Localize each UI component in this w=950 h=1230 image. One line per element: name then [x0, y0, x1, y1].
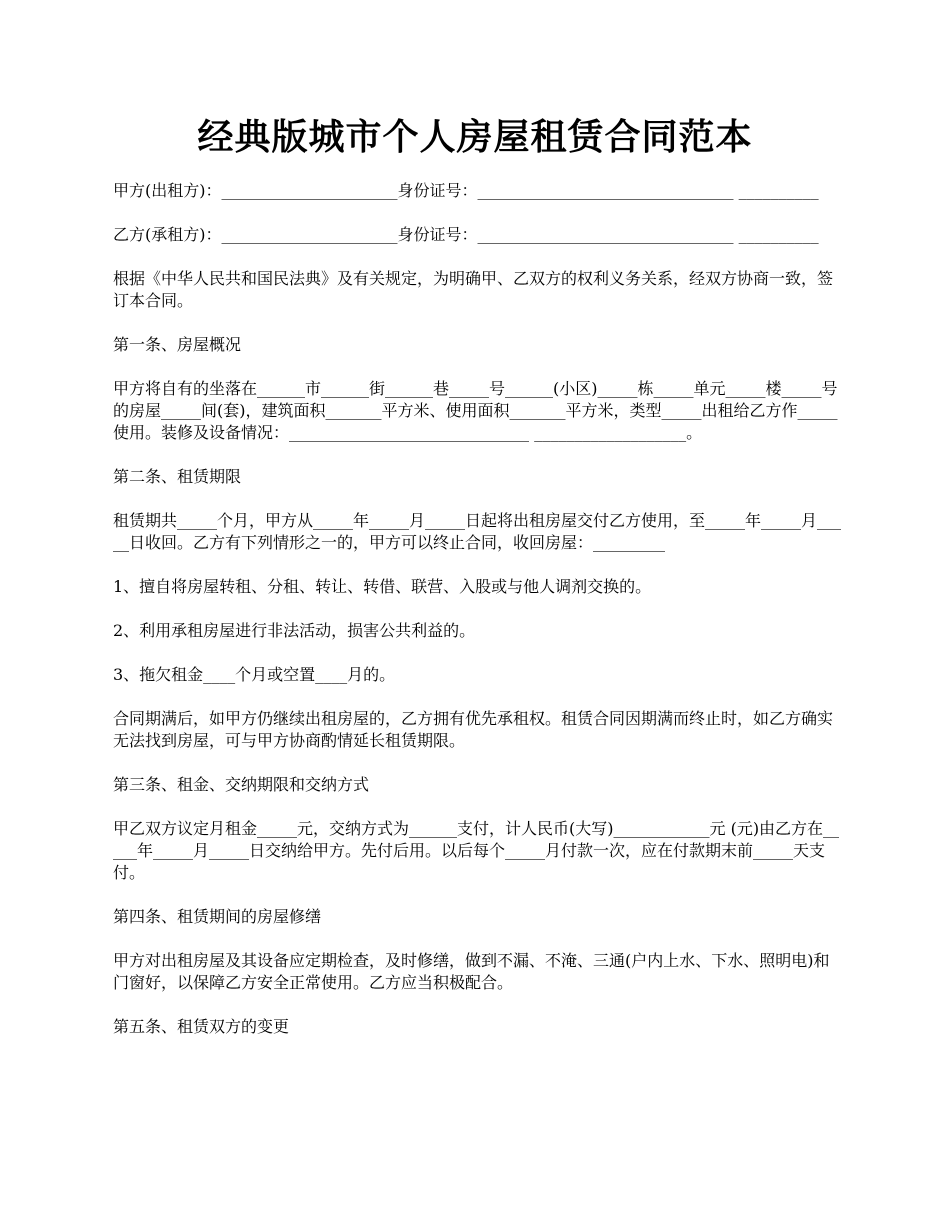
- article-5-heading: 第五条、租赁双方的变更: [113, 1017, 290, 1036]
- article-4-heading: 第四条、租赁期间的房屋修缮: [113, 907, 322, 926]
- termination-item-2: 2、利用承租房屋进行非法活动，损害公共利益的。: [113, 621, 476, 640]
- renewal-paragraph: 合同期满后，如甲方仍继续出租房屋的，乙方拥有优先承租权。租赁合同因期满而终止时，如乙方确实无法找到房屋，可与甲方协商酌情延长租赁期限。: [113, 709, 834, 750]
- article-3-heading: 第三条、租金、交纳期限和交纳方式: [113, 775, 370, 794]
- article-1-heading: 第一条、房屋概况: [113, 335, 242, 354]
- termination-item-3: 3、拖欠租金____个月或空置____月的。: [113, 665, 396, 684]
- article-3-text: 甲乙双方议定月租金_____元，交纳方式为______支付，计人民币(大写)____________元 (元)由乙方在_____年_____月_____日交纳给甲方。先付后用。以后每个_____月付款一次，应在付款期末前_____天支付。: [113, 819, 840, 882]
- article-2-heading: 第二条、租赁期限: [113, 467, 242, 486]
- document-title: 经典版城市个人房屋租赁合同范本: [197, 116, 753, 158]
- document-body: [113, 180, 841, 1060]
- article-4-text: 甲方对出租房屋及其设备应定期检查，及时修缮，做到不漏、不淹、三通(户内上水、下水、照明电)和门窗好，以保障乙方安全正常使用。乙方应当积极配合。: [113, 951, 830, 992]
- preamble-paragraph: 根据《中华人民共和国民法典》及有关规定，为明确甲、乙双方的权利义务关系，经双方协商一致，签订本合同。: [113, 269, 834, 310]
- party-a-line: 甲方(出租方)：______________________身份证号：________________________________ __________: [113, 181, 819, 200]
- termination-item-1: 1、擅自将房屋转租、分租、转让、转借、联营、入股或与他人调剂交换的。: [113, 577, 652, 596]
- article-1-text: 甲方将自有的坐落在______市______街______巷_____号______(小区)_____栋_____单元_____楼_____号的房屋_____间(套)，建筑面积_______平方米、使用面积_______平方米，类型_____出租给乙方作_____使用。装修及设备情况：______________________________ ___________________。: [113, 379, 838, 442]
- article-2-text: 租赁期共_____个月，甲方从_____年_____月_____日起将出租房屋交付乙方使用，至_____年_____月_____日收回。乙方有下列情形之一的，甲方可以终止合同，收回房屋：_________: [113, 511, 842, 552]
- party-b-line: 乙方(承租方)：______________________身份证号：________________________________ __________: [113, 225, 819, 244]
